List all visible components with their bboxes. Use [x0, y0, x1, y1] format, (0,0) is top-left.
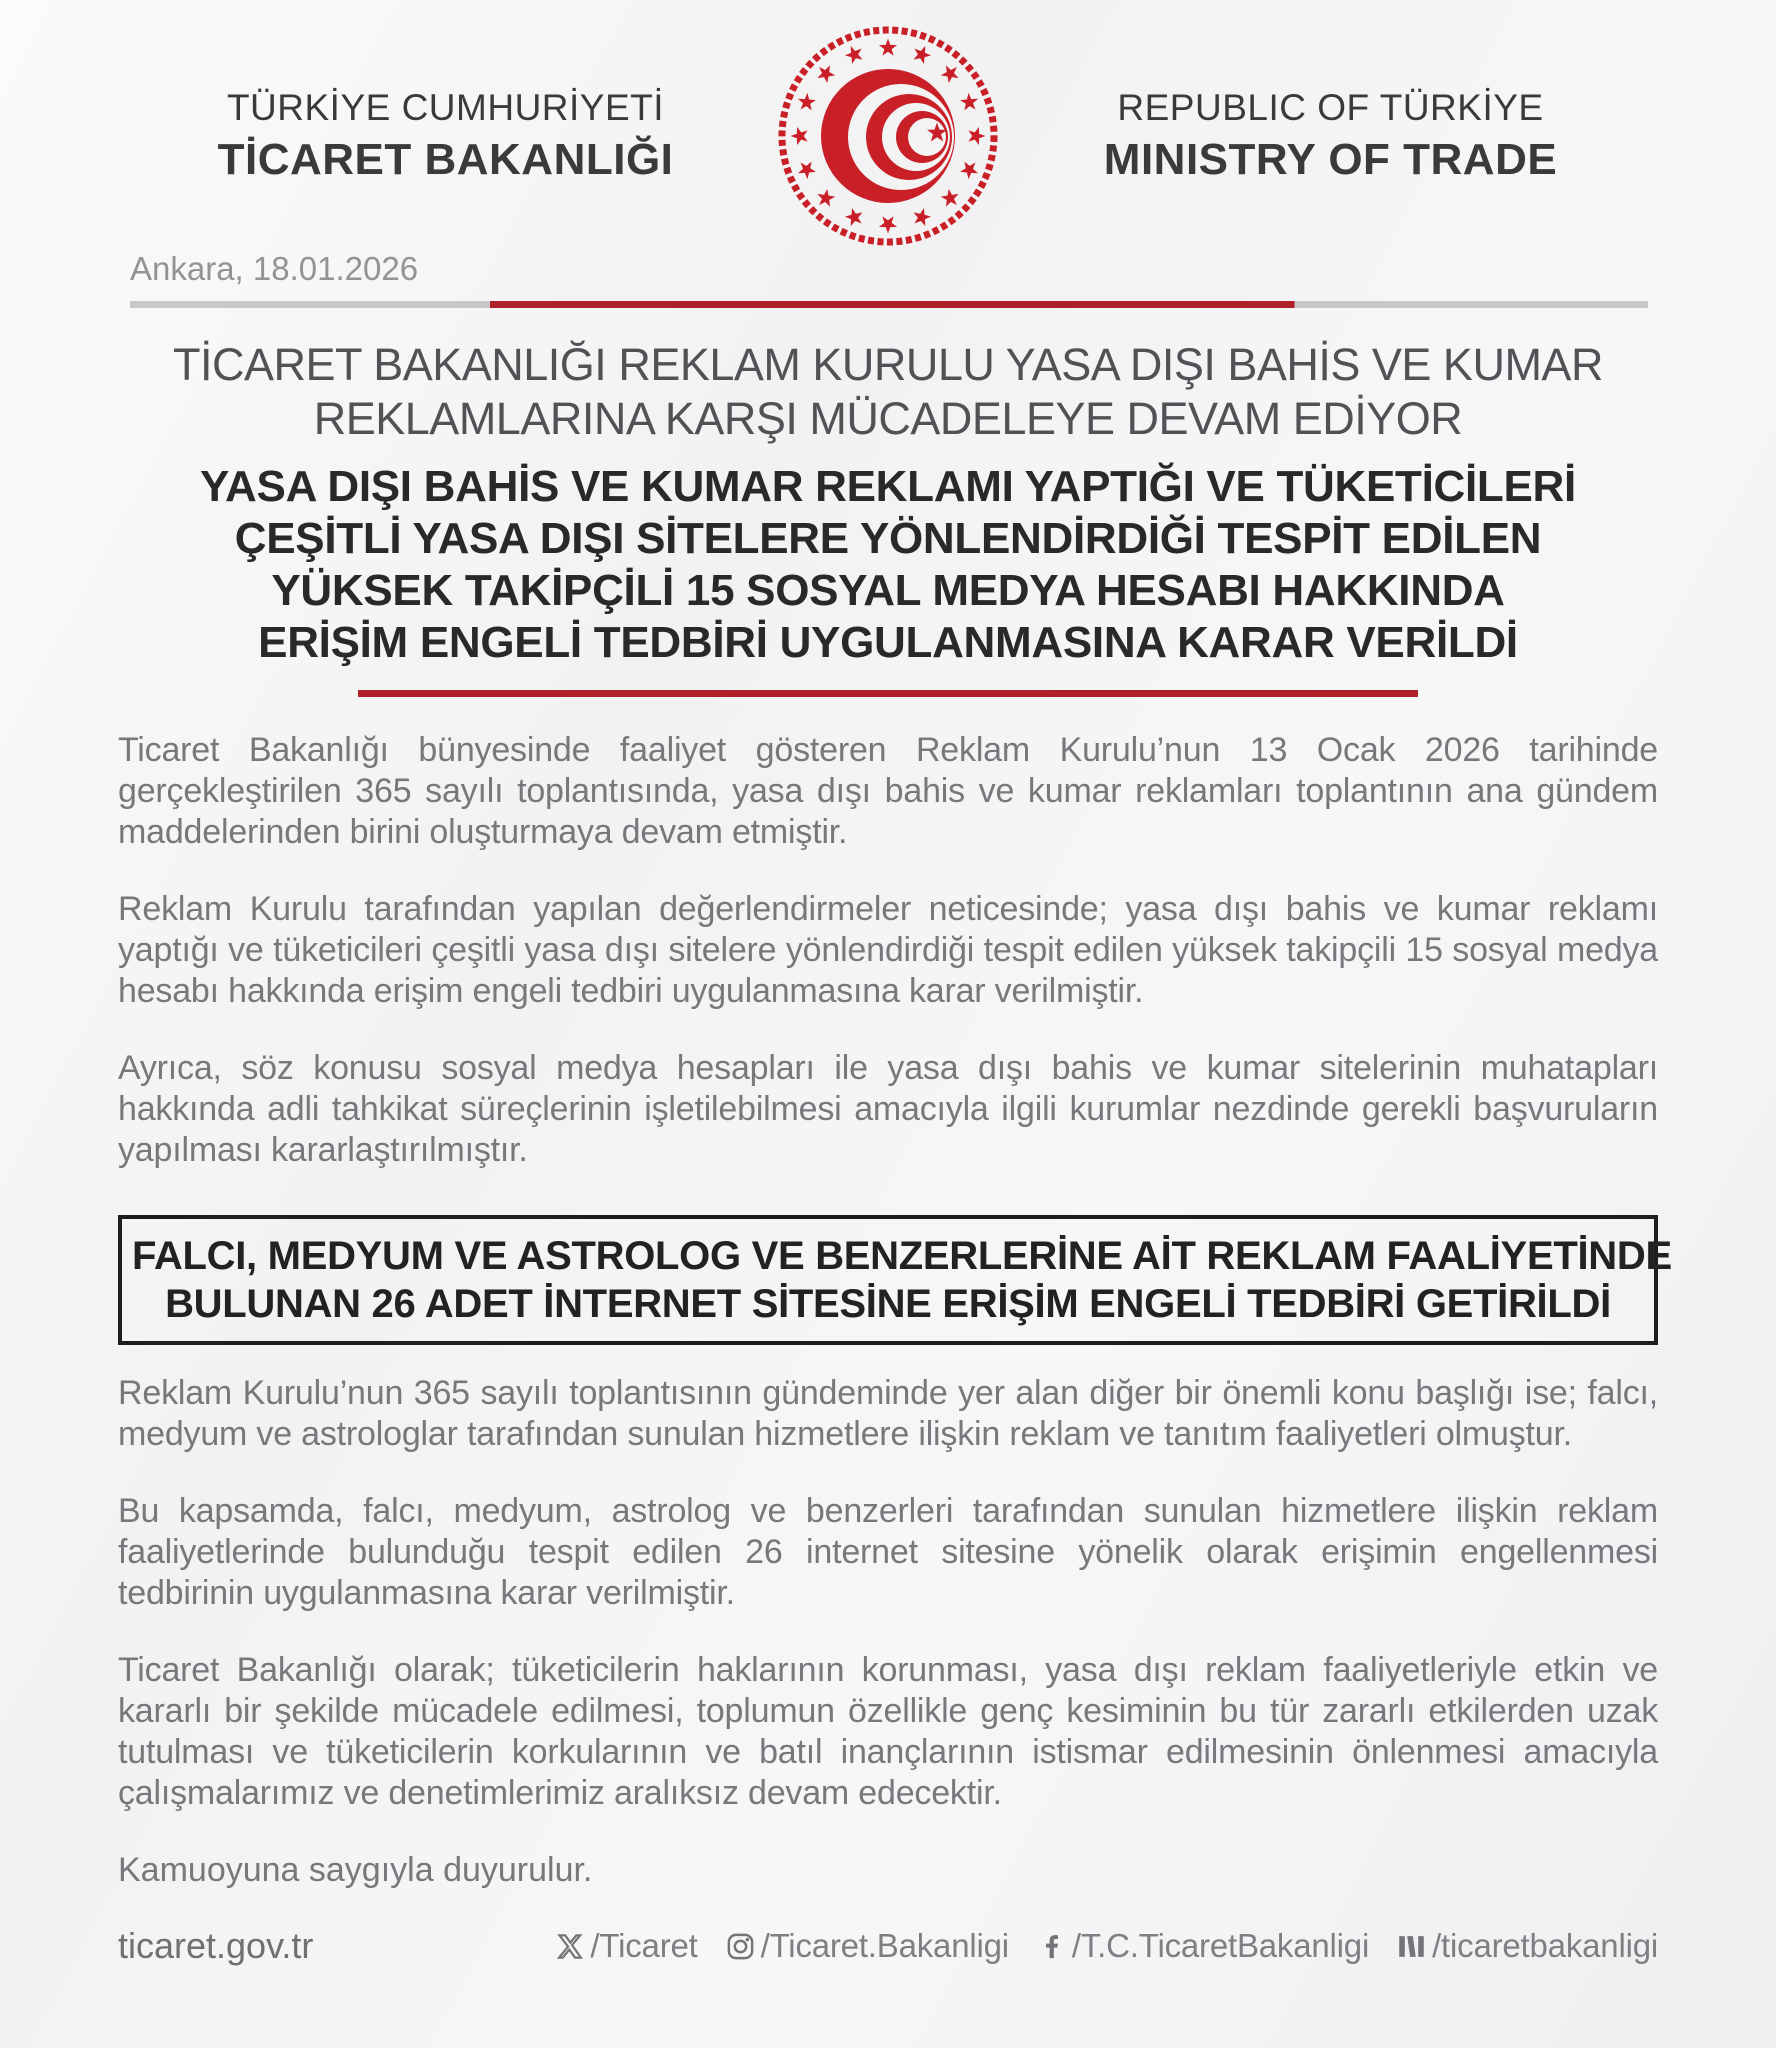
social-link-x[interactable] — [554, 1927, 697, 1965]
social-handle: /Ticaret.Bakanligi — [760, 1927, 1009, 1964]
main-heading-line: ÇEŞİTLİ YASA DIŞI SİTELERE YÖNLENDİRDİĞİ TESPİT EDİLEN — [234, 514, 1542, 563]
social-links — [554, 1927, 1658, 1965]
republic-of-turkiye-tr: TÜRKİYE CUMHURİYETİ — [226, 87, 665, 128]
ministry-name-english — [1003, 87, 1658, 185]
heading-underline-bar — [358, 690, 1418, 697]
instagram-icon — [725, 1931, 756, 1962]
ministry-of-trade-tr: TİCARET BAKANLIĞI — [217, 135, 674, 184]
social-handle: /T.C.TicaretBakanligi — [1071, 1927, 1370, 1964]
dateline: Ankara, 18.01.2026 — [130, 250, 419, 287]
boxed-heading — [118, 1215, 1672, 1345]
paragraph: Ticaret Bakanlığı olarak; tüketicilerin haklarının korunması, yasa dışı reklam faaliyetleriyle etkin ve kararlı bir şekilde mücadele edilmesi, toplumun özellikle genç kesiminin bu tür zararlı etkilerden uzak tutulması ve tüketicilerin korkularının ve batıl inançlarının istismar edilmesinin önlenmesi amacıyla çalışmalarımız ve denetimlerimiz aralıksız devam edecektir. — [118, 1651, 1658, 1812]
social-link-instagram[interactable] — [725, 1927, 1009, 1965]
ministry-name-turkish — [118, 87, 773, 185]
boxed-heading-line: BULUNAN 26 ADET İNTERNET SİTESİNE ERİŞİM ENGELİ TEDBİRİ GETİRİLDİ — [165, 1282, 1611, 1326]
paragraph: Reklam Kurulu tarafından yapılan değerlendirmeler neticesinde; yasa dışı bahis ve kumar reklamı yaptığı ve tüketicileri çeşitli yasa dışı sitelere yönlendirdiği tespit edilen yüksek takipçili 15 sosyal medya hesabı hakkında erişim engeli tedbiri uygulanmasına karar verilmiştir. — [118, 890, 1658, 1010]
ministry-emblem-icon — [773, 21, 1003, 251]
separator-rule — [130, 301, 1648, 308]
nsosyal-icon — [1396, 1931, 1427, 1962]
ministry-of-trade-en: MINISTRY OF TRADE — [1103, 135, 1558, 184]
website-link[interactable]: ticaret.gov.tr — [118, 1925, 314, 1966]
main-heading — [118, 461, 1658, 669]
lead-heading — [118, 338, 1658, 446]
social-link-nsosyal[interactable] — [1396, 1927, 1658, 1965]
social-handle: /ticaretbakanligi — [1432, 1927, 1658, 1964]
paragraph: Bu kapsamda, falcı, medyum, astrolog ve benzerleri tarafından sunulan hizmetlere ilişkin reklam faaliyetlerinde bulunduğu tespit edilen 26 internet sitesine yönelik olarak erişimin engellenmesi tedbirinin uygulanmasına karar verilmiştir. — [118, 1492, 1658, 1612]
document-header — [118, 20, 1658, 252]
main-heading-line: YÜKSEK TAKİPÇİLİ 15 SOSYAL MEDYA HESABI HAKKINDA — [271, 566, 1505, 615]
lead-heading-line: REKLAMLARINA KARŞI MÜCADELEYE DEVAM EDİYOR — [313, 393, 1463, 444]
x-icon — [554, 1931, 585, 1962]
facebook-icon — [1036, 1931, 1067, 1962]
social-handle: /Ticaret — [590, 1927, 698, 1964]
closing-line: Kamuoyuna saygıyla duyurulur. — [118, 1851, 593, 1889]
lead-heading-line: TİCARET BAKANLIĞI REKLAM KURULU YASA DIŞI BAHİS VE KUMAR — [173, 339, 1603, 390]
paragraph: Ticaret Bakanlığı bünyesinde faaliyet gösteren Reklam Kurulu’nun 13 Ocak 2026 tarihinde gerçekleştirilen 365 sayılı toplantısında, yasa dışı bahis ve kumar reklamları toplantının ana gündem maddelerinden birini oluşturmaya devam etmiştir. — [118, 731, 1658, 851]
main-heading-line: ERİŞİM ENGELİ TEDBİRİ UYGULANMASINA KARAR VERİLDİ — [258, 618, 1518, 667]
main-heading-line: YASA DIŞI BAHİS VE KUMAR REKLAMI YAPTIĞI VE TÜKETİCİLERİ — [200, 462, 1576, 511]
boxed-heading-line: FALCI, MEDYUM VE ASTROLOG VE BENZERLERİNE AİT REKLAM FAALİYETİNDE — [132, 1234, 1672, 1278]
social-link-facebook[interactable] — [1036, 1927, 1369, 1965]
ministry-of-trade-logo — [773, 21, 1003, 251]
paragraph: Ayrıca, söz konusu sosyal medya hesapları ile yasa dışı bahis ve kumar sitelerinin muhatapları hakkında adli tahkikat süreçlerinin işletilebilmesi amacıyla ilgili kurumlar nezdinde gerekli başvuruların yapılması kararlaştırılmıştır. — [118, 1049, 1658, 1169]
paragraph: Reklam Kurulu’nun 365 sayılı toplantısının gündeminde yer alan diğer bir önemli konu başlığı ise; falcı, medyum ve astrologlar tarafından sunulan hizmetlere ilişkin reklam ve tanıtım faaliyetleri olmuştur. — [118, 1374, 1658, 1453]
republic-of-turkiye-en: REPUBLIC OF TÜRKİYE — [1117, 87, 1544, 128]
document-footer — [118, 1925, 1658, 1967]
